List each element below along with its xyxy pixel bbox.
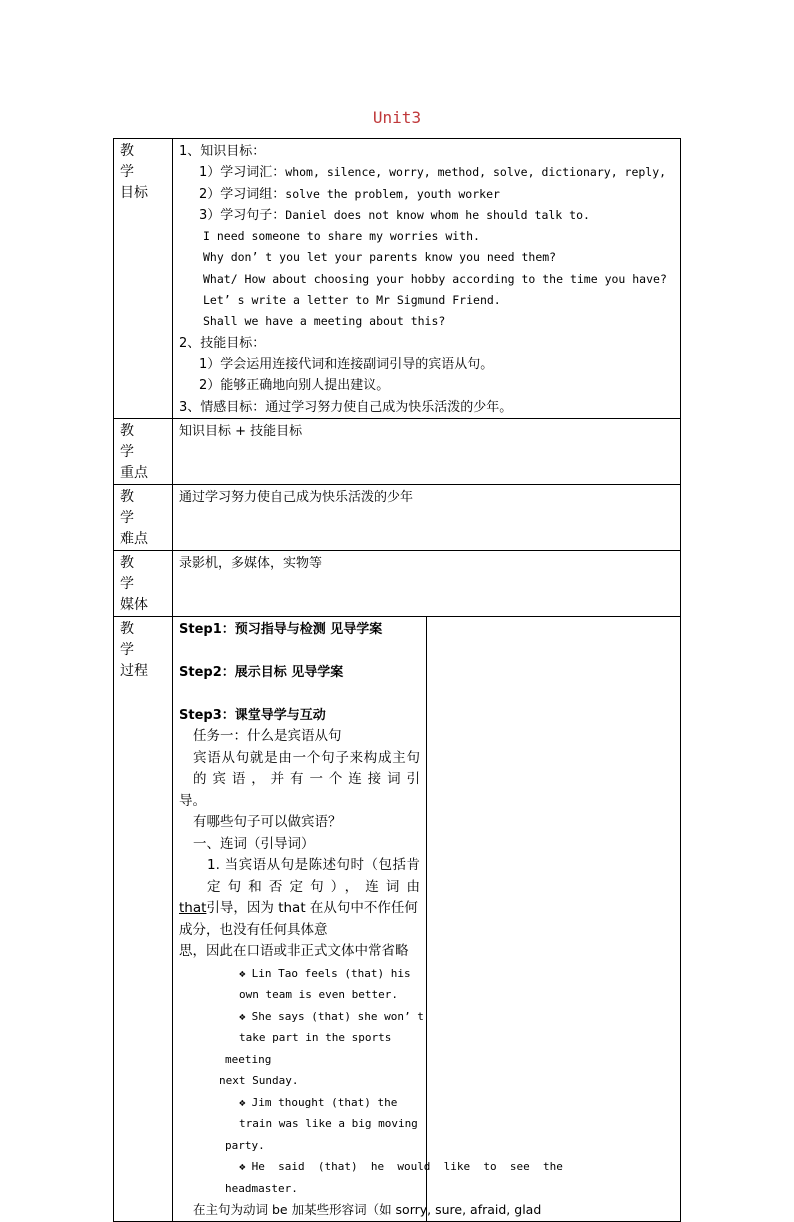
question-text: 有哪些句子可以做宾语？ — [193, 814, 342, 831]
lesson-plan-table — [113, 138, 681, 1222]
skill-item: 2）能够正确地向别人提出建议。 — [199, 378, 390, 394]
difficulties-row — [114, 484, 681, 550]
vocab-line — [173, 162, 680, 183]
example-text: She says (that) she won’ t take part in the sports — [239, 1009, 424, 1045]
sentence-text: Daniel does not know whom he should talk to. — [285, 207, 590, 222]
row-label-process — [114, 616, 173, 1221]
phrase-text: solve the problem, youth worker — [285, 186, 500, 201]
example-item — [173, 1092, 426, 1135]
task-heading: 任务一：什么是宾语从句 — [193, 728, 342, 745]
example-text: Jim thought (that) the train was like a big moving — [239, 1095, 418, 1131]
label-line: 过程 — [120, 662, 148, 679]
example-item — [173, 1156, 563, 1178]
section-heading: 一、连词（引导词） — [193, 835, 315, 852]
knowledge-title: 1、知识目标： — [179, 144, 266, 159]
difficulties-text: 通过学习努力使自己成为快乐活泼的少年 — [179, 489, 414, 505]
example-item — [173, 963, 426, 1006]
sentence-text: Shall we have a meeting about this? — [203, 314, 446, 329]
emotion-goal: 3、情感目标：通过学习努力使自己成为快乐活泼的少年。 — [179, 399, 513, 415]
diamond-bullet-icon: ❖ — [239, 1095, 246, 1109]
diamond-bullet-icon: ❖ — [239, 1009, 246, 1023]
media-row — [114, 550, 681, 616]
key-points-row — [114, 418, 681, 484]
sentence-text: I need someone to share my worries with. — [203, 229, 480, 244]
rule-text: 1. 当宾语从句是陈述句时（包括肯定句和否定句），连词由 — [207, 857, 420, 895]
row-label-media — [114, 550, 173, 616]
row-label-objectives — [114, 139, 173, 419]
step-1: Step1：预习指导与检测 见导学案 — [179, 621, 383, 637]
process-content — [173, 616, 563, 1221]
label-line: 教 学 — [120, 488, 144, 526]
notes-column — [427, 616, 681, 1221]
media-content — [173, 550, 681, 616]
example-text: next Sunday. — [219, 1074, 299, 1088]
example-text: party. — [225, 1138, 265, 1152]
label-line: 目标 — [120, 185, 148, 201]
diamond-bullet-icon: ❖ — [239, 1160, 246, 1174]
phrase-label: 2）学习词组： — [199, 186, 286, 202]
example-text: headmaster. — [225, 1181, 298, 1195]
skill-title: 2、技能目标： — [179, 335, 266, 351]
label-line: 教 学 — [120, 554, 144, 592]
vocab-text: whom, silence, worry, method, solve, dictionary, reply, — [285, 165, 667, 180]
definition-text: 导。 — [179, 792, 206, 809]
label-line: 教 学 — [120, 422, 144, 460]
step-2: Step2：展示目标 见导学案 — [179, 664, 344, 680]
row-label-key-points — [114, 418, 173, 484]
example-text: Lin Tao feels (that) his own team is even better. — [239, 966, 411, 1002]
objectives-content — [173, 139, 681, 419]
sentence-text: Why don’ t you let your parents know you need them? — [203, 250, 557, 265]
key-points-content — [173, 418, 681, 484]
media-text: 录影机，多媒体，实物等 — [179, 555, 323, 571]
phrase-line — [173, 184, 680, 205]
objectives-row — [114, 139, 681, 419]
continued-text: 在主句为动词 be 加某些形容词（如 sorry, sure, afraid, glad — [193, 1202, 542, 1218]
page-title: Unit3 — [372, 108, 422, 127]
vocab-label: 1）学习词汇： — [199, 165, 286, 181]
label-line: 教 学 — [120, 143, 144, 180]
sentence-line — [173, 205, 680, 226]
rule-text — [173, 898, 426, 941]
label-line: 重点 — [120, 464, 148, 481]
that-keyword: that — [179, 900, 207, 917]
key-points-text: 知识目标 + 技能目标 — [179, 423, 303, 439]
sentence-text: Let’ s write a letter to Mr Sigmund Friend. — [203, 293, 501, 308]
label-line: 教 学 — [120, 620, 144, 658]
step-3: Step3：课堂导学与互动 — [179, 707, 326, 723]
sentence-text: What/ How about choosing your hobby according to the time you have? — [203, 271, 667, 286]
label-line: 媒体 — [120, 596, 148, 613]
rule-text-rest: 引导，因为 that 在从句中不作任何成分，也没有任何具体意 — [179, 900, 418, 938]
rule-text: 思，因此在口语或非正式文体中常省略 — [179, 943, 409, 960]
sentence-label: 3）学习句子： — [199, 207, 286, 223]
definition-text: 宾语从句就是由一个句子来构成主句的宾语，并有一个连接词引 — [193, 749, 420, 788]
diamond-bullet-icon: ❖ — [239, 966, 246, 980]
difficulties-content — [173, 484, 681, 550]
skill-item: 1）学会运用连接代词和连接副词引导的宾语从句。 — [199, 356, 494, 372]
row-label-difficulties — [114, 484, 173, 550]
label-line: 难点 — [120, 530, 148, 547]
process-row — [114, 616, 681, 1221]
example-text: meeting — [225, 1052, 272, 1066]
example-item — [173, 1006, 426, 1049]
example-text: He said (that) he would like to see the — [251, 1160, 563, 1174]
